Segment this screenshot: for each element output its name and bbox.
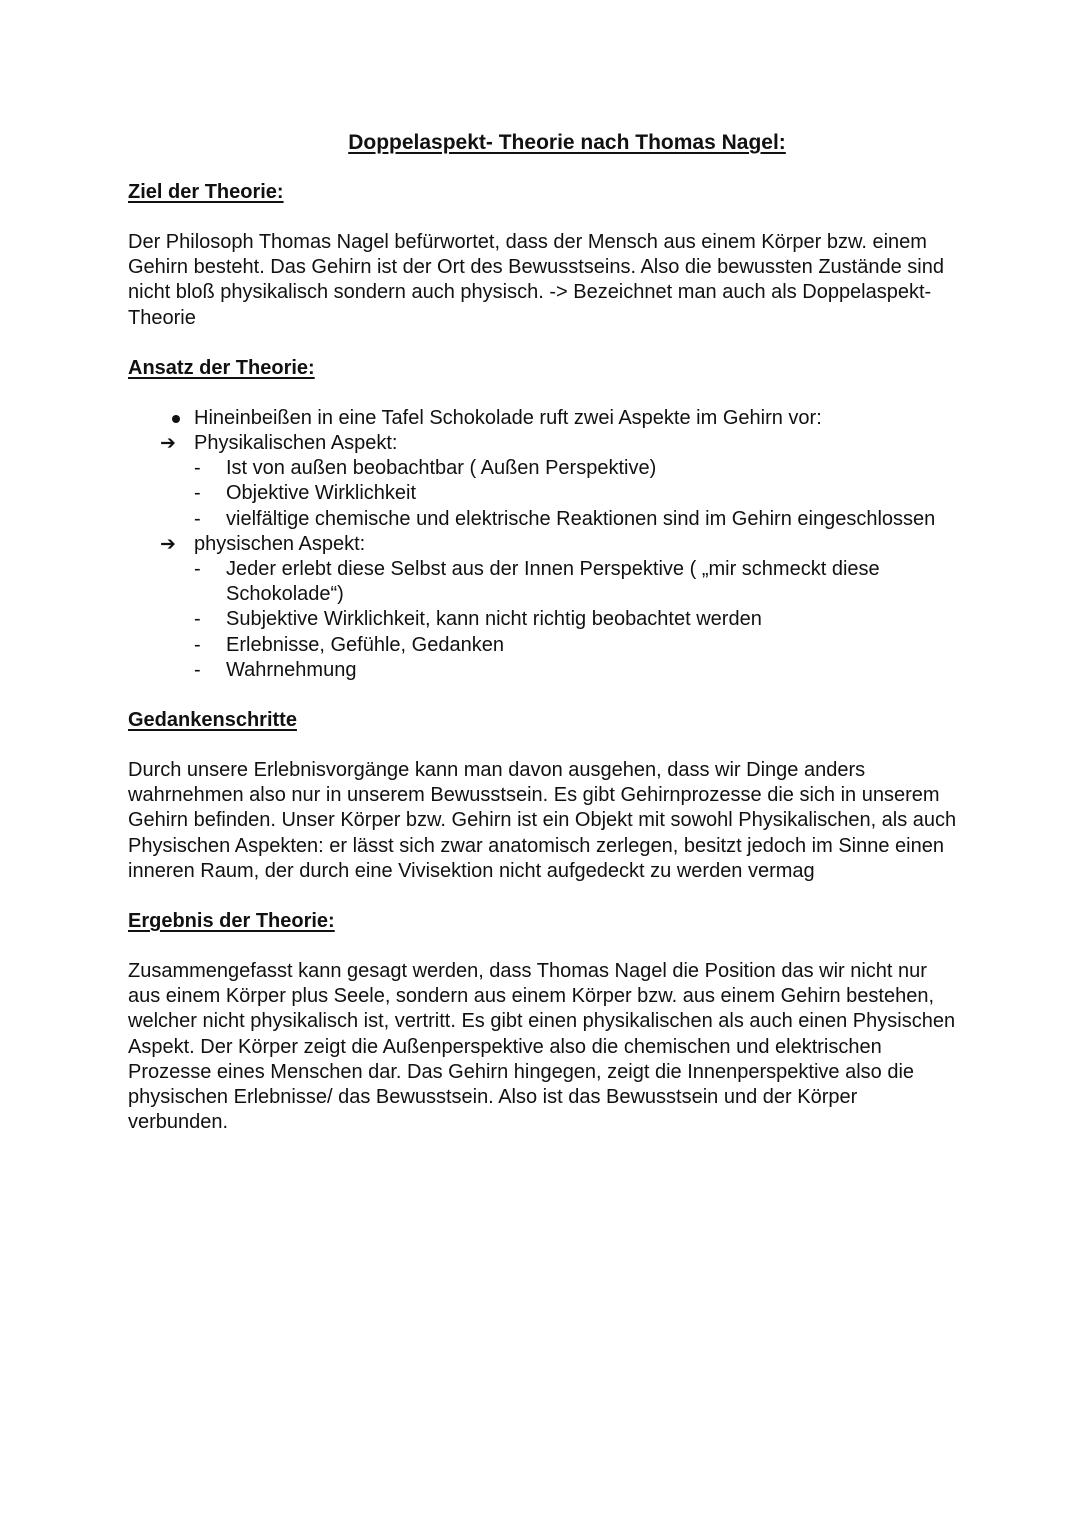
dash-icon: -: [194, 658, 201, 681]
section-ziel: [128, 180, 958, 331]
list-item-text: Ist von außen beobachtbar ( Außen Perspektive): [226, 457, 657, 480]
list-item: [128, 607, 958, 632]
list-item-text: Jeder erlebt diese Selbst aus der Innen Perspektive ( „mir schmeckt diese Schokolade“): [226, 558, 880, 606]
list-item-text: physischen Aspekt:: [194, 532, 366, 555]
section-heading-ziel: Ziel der Theorie:: [128, 181, 284, 203]
section-heading-ansatz: Ansatz der Theorie:: [128, 356, 315, 379]
list-item-text: Hineinbeißen in eine Tafel Schokolade ruft zwei Aspekte im Gehirn vor:: [194, 406, 822, 429]
section-gedanken: [128, 708, 958, 884]
document-title: Doppelaspekt- Theorie nach Thomas Nagel:: [348, 131, 786, 154]
dash-icon: -: [194, 608, 201, 631]
list-item: [128, 532, 958, 557]
list-item: [128, 507, 958, 532]
section-heading-ergebnis: Ergebnis der Theorie:: [128, 910, 335, 933]
list-item: [128, 406, 958, 431]
dash-icon: -: [194, 507, 201, 530]
arrow-right-icon: ➔: [160, 433, 176, 455]
list-item: [128, 557, 958, 607]
list-item-text: Subjektive Wirklichkeit, kann nicht richtig beobachtet werden: [226, 608, 762, 631]
list-item-text: Wahrnehmung: [226, 658, 357, 681]
list-item-text: vielfältige chemische und elektrische Reaktionen sind im Gehirn eingeschlossen: [226, 507, 936, 530]
section-text-ergebnis: Zusammengefasst kann gesagt werden, dass Thomas Nagel die Position das wir nicht nur aus einem Körper plus Seele, sondern aus einem Körper bzw. aus einem Gehirn bestehen, welcher nicht physikalisch ist, vertritt. Es gibt einen physikalischen als auch einen Physischen Aspekt. Der Körper zeigt die Außenperspektive also die chemischen und elektrischen Prozesse eines Menschen dar. Das Gehirn hingegen, zeigt die Innenperspektive also die physischen Erlebnisse/ das Bewusstsein. Also ist das Bewusstsein und der Körper verbunden.: [128, 960, 956, 1134]
list-item: [128, 633, 958, 658]
ansatz-list: [128, 406, 958, 683]
arrow-right-icon: ➔: [160, 533, 176, 555]
list-item: [128, 431, 958, 456]
dash-icon: -: [194, 482, 201, 505]
list-item-text: Objektive Wirklichkeit: [226, 482, 417, 505]
list-item: [128, 481, 958, 506]
section-ergebnis: [128, 909, 958, 1135]
bullet-dot-icon: [172, 415, 180, 423]
list-item-text: Erlebnisse, Gefühle, Gedanken: [226, 633, 504, 656]
list-item: [128, 658, 958, 683]
dash-icon: -: [194, 457, 201, 480]
list-item-text: Physikalischen Aspekt:: [194, 432, 398, 455]
section-ansatz: [128, 356, 958, 683]
dash-icon: -: [194, 558, 201, 581]
section-text-gedanken: Durch unsere Erlebnisvorgänge kann man davon ausgehen, dass wir Dinge anders wahrnehmen also nur in unserem Bewusstsein. Es gibt Gehirnprozesse die sich in unserem Gehirn befinden. Unser Körper bzw. Gehirn ist ein Objekt mit sowohl Physikalischen, als auch Physischen Aspekten: er lässt sich zwar anatomisch zerlegen, besitzt jedoch im Sinne einen inneren Raum, der durch eine Vivisektion nicht aufgedeckt zu werden vermag: [128, 759, 957, 882]
section-heading-gedanken: Gedankenschritte: [128, 709, 297, 732]
section-text-ziel: Der Philosoph Thomas Nagel befürwortet, dass der Mensch aus einem Körper bzw. einem Gehirn besteht. Das Gehirn ist der Ort des Bewusstseins. Also die bewussten Zustände sind nicht bloß physikalisch sondern auch physisch. -> Bezeichnet man auch als Doppelaspekt- Theorie: [128, 231, 944, 329]
dash-icon: -: [194, 633, 201, 656]
list-item: [128, 456, 958, 481]
document-body: [128, 180, 958, 1135]
